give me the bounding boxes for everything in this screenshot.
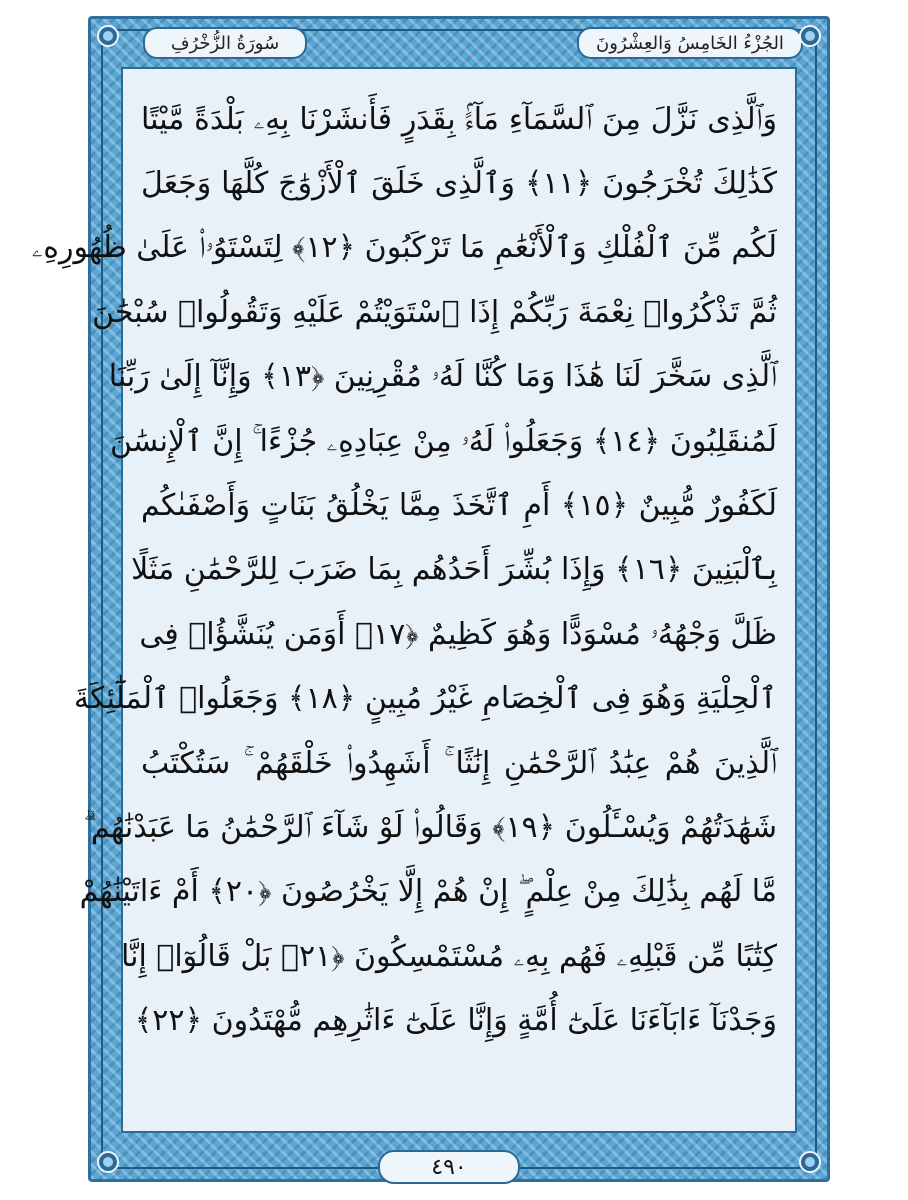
text-line: ٱلْحِلْيَةِ وَهُوَ فِى ٱلْخِصَامِ غَيْرُ مُبِينٍ ﴿١٨﴾ وَجَعَلُوا۟ ٱلْمَلَٰٓئِكَةَ: [73, 681, 777, 717]
page-number: ٤٩٠: [431, 1154, 467, 1180]
text-line: كِتَٰبًا مِّن قَبْلِهِۦ فَهُم بِهِۦ مُسْتَمْسِكُونَ ﴿٢١﴾ بَلْ قَالُوٓا۟ إِنَّا: [120, 938, 777, 974]
text-line: مَّا لَهُم بِذَٰلِكَ مِنْ عِلْمٍ ۖ إِنْ هُمْ إِلَّا يَخْرُصُونَ ﴿٢٠﴾ أَمْ ءَاتَيْنَٰهُمْ: [79, 874, 777, 910]
text-line: لَكُم مِّنَ ٱلْفُلْكِ وَٱلْأَنْعَٰمِ مَا تَرْكَبُونَ ﴿١٢﴾ لِتَسْتَوُۥا۟ عَلَىٰ ظُهُورِهِۦ: [31, 230, 777, 266]
juz-name: الجُزْءُ الخَامِسُ وَالعِشْرُونَ: [596, 32, 784, 54]
text-line: شَهَٰدَتُهُمْ وَيُسْـَٔلُونَ ﴿١٩﴾ وَقَالُوا۟ لَوْ شَآءَ ٱلرَّحْمَٰنُ مَا عَبَدْنَٰهُم ۗ: [83, 809, 777, 845]
page-number-badge: [378, 1150, 520, 1184]
quran-text-page: [31, 67, 797, 1133]
text-line: كَذَٰلِكَ تُخْرَجُونَ ﴿١١﴾ وَٱلَّذِى خَلَقَ ٱلْأَزْوَٰجَ كُلَّهَا وَجَعَلَ: [141, 166, 777, 202]
surah-name-banner: [143, 27, 307, 59]
juz-name-banner: [577, 27, 803, 59]
text-line: بِٱلْبَنِينَ ﴿١٦﴾ وَإِذَا بُشِّرَ أَحَدُهُم بِمَا ضَرَبَ لِلرَّحْمَٰنِ مَثَلًا: [131, 552, 777, 588]
text-line: ظَلَّ وَجْهُهُۥ مُسْوَدًّا وَهُوَ كَظِيمٌ ﴿١٧﴾ أَوَمَن يُنَشَّؤُا۟ فِى: [139, 616, 777, 652]
text-line: ٱلَّذِى سَخَّرَ لَنَا هَٰذَا وَمَا كُنَّا لَهُۥ مُقْرِنِينَ ﴿١٣﴾ وَإِنَّآ إِلَىٰ رَبِّنَا: [108, 359, 777, 395]
text-line: لَكَفُورٌ مُّبِينٌ ﴿١٥﴾ أَمِ ٱتَّخَذَ مِمَّا يَخْلُقُ بَنَاتٍ وَأَصْفَىٰكُم: [141, 488, 777, 524]
corner-ornament-icon: [97, 1151, 119, 1173]
text-line: وَٱلَّذِى نَزَّلَ مِنَ ٱلسَّمَآءِ مَآءًۢ بِقَدَرٍ فَأَنشَرْنَا بِهِۦ بَلْدَةً مَّيْتًا: [141, 101, 777, 137]
verse-lines: [31, 87, 777, 1053]
text-line: ٱلَّذِينَ هُمْ عِبَٰدُ ٱلرَّحْمَٰنِ إِنَٰثًا ۚ أَشَهِدُوا۟ خَلْقَهُمْ ۚ سَتُكْتَبُ: [141, 745, 777, 781]
text-line: ثُمَّ تَذْكُرُوا۟ نِعْمَةَ رَبِّكُمْ إِذَا ٱسْتَوَيْتُمْ عَلَيْهِ وَتَقُولُوا۟ سُبْحَٰنَ: [92, 294, 777, 330]
corner-ornament-icon: [97, 25, 119, 47]
text-line: وَجَدْنَآ ءَابَآءَنَا عَلَىٰٓ أُمَّةٍ وَإِنَّا عَلَىٰٓ ءَاثَٰرِهِم مُّهْتَدُونَ ﴿٢٢﴾: [134, 1003, 777, 1039]
corner-ornament-icon: [799, 25, 821, 47]
surah-name: سُورَةُ الزُّخْرُفِ: [170, 32, 280, 54]
corner-ornament-icon: [799, 1151, 821, 1173]
text-line: لَمُنقَلِبُونَ ﴿١٤﴾ وَجَعَلُوا۟ لَهُۥ مِنْ عِبَادِهِۦ جُزْءًا ۚ إِنَّ ٱلْإِنسَٰنَ: [110, 423, 777, 459]
page-border-frame: [31, 16, 830, 1182]
